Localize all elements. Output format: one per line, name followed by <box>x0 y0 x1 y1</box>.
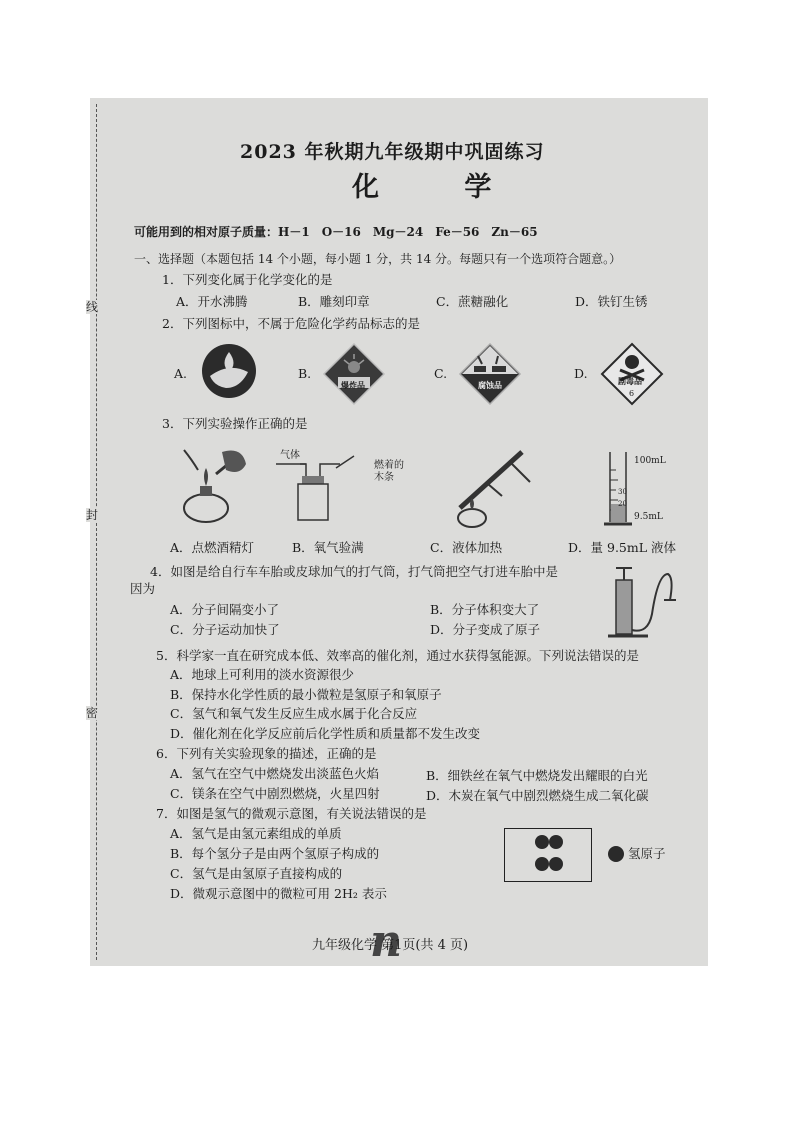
q3-option-c: C．液体加热 <box>430 540 503 555</box>
q7-option-d: D．微观示意图中的微粒可用 2H₂ 表示 <box>170 886 387 901</box>
q7-stem: 7．如图是氢气的微观示意图，有关说法错误的是 <box>156 806 427 821</box>
q5-stem: 5．科学家一直在研究成本低、效率高的催化剂，通过水获得氢能源。下列说法错误的是 <box>156 648 639 663</box>
q3-option-a: A．点燃酒精灯 <box>170 540 255 555</box>
liquid-heating-icon <box>450 446 540 530</box>
exam-title: 2023 年秋期九年级期中巩固练习 <box>240 141 545 163</box>
section1-heading: 一、选择题（本题包括 14 个小题，每小题 1 分，共 14 分。每题只有一个选项符合题意。） <box>134 252 622 266</box>
q1-option-d: D．铁钉生锈 <box>575 294 648 309</box>
q2-label-c: C. <box>434 366 448 381</box>
q6-option-d: D．木炭在氧气中剧烈燃烧生成二氧化碳 <box>426 788 649 803</box>
hydrogen-atom-icon <box>549 857 563 871</box>
explosive-sign-icon <box>322 342 386 406</box>
q3-option-b: B．氧气验满 <box>292 540 364 555</box>
q1-stem: 1．下列变化属于化学变化的是 <box>162 272 333 287</box>
subject-title: 化 学 <box>352 172 530 203</box>
page-footer: 九年级化学 第1页(共 4 页) <box>312 938 469 953</box>
binding-mark-mi: 密 <box>86 706 99 720</box>
corrosive-sign-text: 腐蚀品 <box>478 380 502 390</box>
atomic-mass-line: 可能用到的相对原子质量：H－1 O－16 Mg－24 Fe－56 Zn－65 <box>134 225 538 239</box>
oxygen-test-bottle-icon <box>276 460 372 524</box>
q7-option-b: B．每个氢分子是由两个氢原子构成的 <box>170 846 380 861</box>
q6-stem: 6．下列有关实验现象的描述，正确的是 <box>156 746 377 761</box>
q5-option-d: D．催化剂在化学反应前后化学性质和质量都不发生改变 <box>170 726 481 741</box>
burning-stick-label-1: 燃着的 <box>374 460 404 471</box>
q4-stem-line1: 4．如图是给自行车车胎或皮球加气的打气筒，打气筒把空气打进车胎中是 <box>150 564 558 579</box>
q4-option-b: B．分子体积变大了 <box>430 602 540 617</box>
watermark-logo-icon: n <box>370 916 402 967</box>
q5-option-c: C．氢气和氧气发生反应生成水属于化合反应 <box>170 706 418 721</box>
q7-option-c: C．氢气是由氢原子直接构成的 <box>170 866 343 881</box>
q2-label-d: D. <box>574 366 588 381</box>
q5-option-b: B．保持水化学性质的最小微粒是氢原子和氧原子 <box>170 687 442 702</box>
q3-option-d: D．量 9.5mL 液体 <box>568 540 677 555</box>
binding-line <box>96 104 97 960</box>
q4-stem-line2: 因为 <box>130 581 156 596</box>
q1-option-b: B．雕刻印章 <box>298 294 370 309</box>
explosive-sign-text: 爆炸品 <box>341 380 365 390</box>
q3-stem: 3．下列实验操作正确的是 <box>162 416 308 431</box>
binding-mark-feng: 封 <box>86 508 99 522</box>
hydrogen-atom-icon <box>535 857 549 871</box>
q6-option-b: B．细铁丝在氧气中燃烧发出耀眼的白光 <box>426 768 648 783</box>
burning-stick-label-2: 木条 <box>374 472 394 483</box>
hydrogen-atom-icon <box>549 835 563 849</box>
q1-option-c: C．蔗糖融化 <box>436 294 509 309</box>
corrosive-sign-icon <box>458 342 522 406</box>
legend-hydrogen-label: 氢原子 <box>628 846 666 861</box>
q6-option-a: A．氢气在空气中燃烧发出淡蓝色火焰 <box>170 766 380 781</box>
q4-option-c: C．分子运动加快了 <box>170 622 280 637</box>
binding-mark-xian: 线 <box>86 300 99 314</box>
q2-label-a: A. <box>174 366 188 381</box>
q4-option-d: D．分子变成了原子 <box>430 622 541 637</box>
water-saving-sign-icon <box>200 342 258 400</box>
q6-option-c: C．镁条在空气中剧烈燃烧，火星四射 <box>170 786 380 801</box>
toxic-sign-text: 剧毒品 <box>618 376 642 386</box>
exam-sheet <box>86 98 708 967</box>
hydrogen-molecule-diagram <box>504 828 592 882</box>
q5-option-a: A．地球上可利用的淡水资源很少 <box>170 667 355 682</box>
cylinder-top-label: 100mL <box>634 456 666 466</box>
bicycle-pump-icon <box>608 564 678 642</box>
q7-option-a: A．氢气是由氢元素组成的单质 <box>170 826 342 841</box>
cylinder-tick-30: 30 <box>618 488 627 496</box>
hydrogen-atom-icon <box>535 835 549 849</box>
q4-option-a: A．分子间隔变小了 <box>170 602 280 617</box>
cylinder-tick-20: 20 <box>618 500 627 508</box>
q2-label-b: B. <box>298 366 312 381</box>
gas-label: 气体 <box>280 450 300 461</box>
toxic-sign-number: 6 <box>629 389 635 398</box>
q1-option-a: A．开水沸腾 <box>176 294 248 309</box>
cylinder-bottom-label: 9.5mL <box>634 512 663 522</box>
alcohol-lamp-lighting-icon <box>176 442 250 528</box>
legend-hydrogen-atom-icon <box>608 846 624 862</box>
q2-stem: 2．下列图标中，不属于危险化学药品标志的是 <box>162 316 420 331</box>
